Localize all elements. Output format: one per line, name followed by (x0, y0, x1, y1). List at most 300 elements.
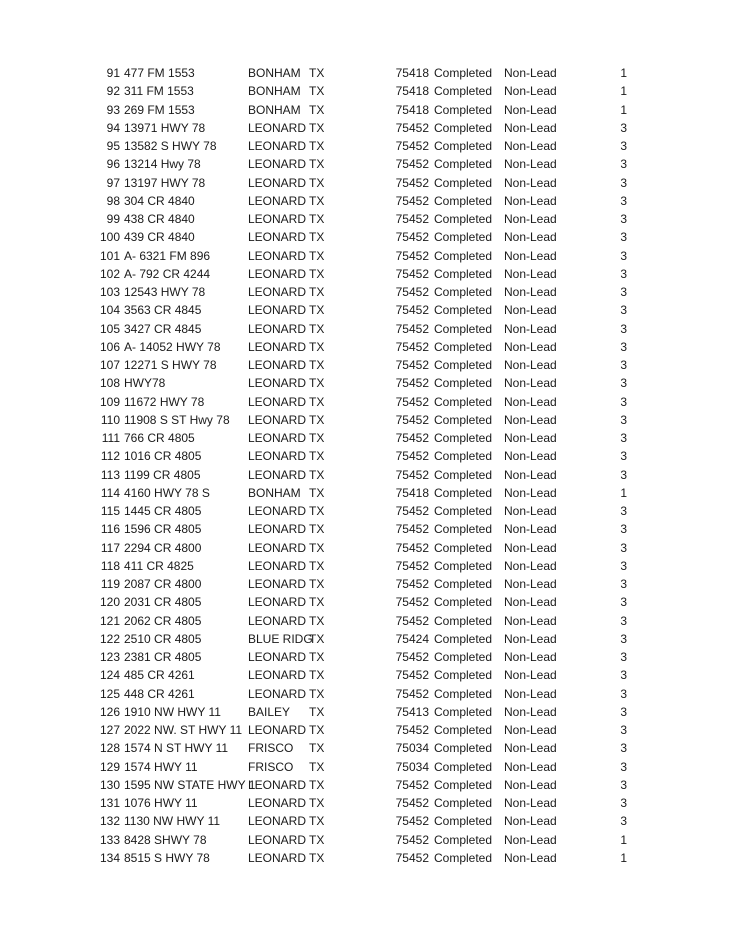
zip-cell: 75452 (395, 248, 429, 263)
state-cell: TX (309, 631, 325, 646)
address-cell: 11672 HWY 78 (124, 394, 205, 409)
zip-cell: 75452 (395, 412, 429, 427)
row-number: 110 (100, 412, 120, 427)
state-cell: TX (309, 120, 325, 135)
material-cell: Non-Lead (504, 850, 557, 865)
status-cell: Completed (434, 759, 493, 774)
table-row (0, 64, 730, 82)
row-number: 129 (99, 759, 120, 774)
zip-cell: 75418 (395, 485, 429, 500)
city-cell: LEONARD (248, 321, 307, 336)
status-cell: Completed (434, 686, 493, 701)
row-number: 134 (99, 850, 120, 865)
table-row (0, 539, 730, 557)
city-cell: LEONARD (248, 777, 307, 792)
address-cell: 13582 S HWY 78 (124, 139, 217, 153)
zip-cell: 75452 (395, 303, 429, 318)
city-cell: LEONARD (248, 796, 307, 810)
material-cell: Non-Lead (504, 741, 557, 756)
status-cell: Completed (434, 777, 493, 792)
code-cell: 3 (620, 358, 627, 372)
material-cell: Non-Lead (504, 504, 557, 518)
status-cell: Completed (434, 303, 493, 318)
table-row (0, 82, 730, 100)
state-cell: TX (309, 449, 325, 464)
address-cell: 304 CR 4840 (124, 193, 195, 208)
zip-cell: 75418 (395, 66, 429, 80)
status-cell: Completed (434, 84, 493, 99)
city-cell: LEONARD (248, 394, 307, 409)
table-row (0, 411, 730, 429)
material-cell: Non-Lead (504, 139, 557, 153)
status-cell: Completed (434, 212, 493, 226)
city-cell: LEONARD (248, 339, 307, 354)
row-number: 95 (106, 139, 120, 153)
address-cell: 1016 CR 4805 (124, 449, 202, 464)
state-cell: TX (309, 650, 325, 664)
state-cell: TX (309, 832, 325, 847)
state-cell: TX (309, 504, 325, 518)
row-number: 122 (99, 631, 120, 646)
material-cell: Non-Lead (504, 595, 557, 610)
state-cell: TX (309, 339, 325, 354)
code-cell: 3 (620, 212, 627, 226)
zip-cell: 75452 (395, 321, 429, 336)
code-cell: 3 (620, 376, 627, 391)
code-cell: 3 (620, 759, 627, 774)
state-cell: TX (309, 230, 325, 245)
code-cell: 1 (620, 102, 627, 117)
zip-cell: 75413 (395, 704, 429, 719)
zip-cell: 75452 (395, 668, 429, 683)
state-cell: TX (309, 193, 325, 208)
row-number: 96 (106, 157, 120, 172)
city-cell: BAILEY (248, 704, 291, 719)
material-cell: Non-Lead (504, 522, 557, 537)
city-cell: LEONARD (248, 449, 307, 464)
zip-cell: 75452 (395, 266, 429, 281)
row-number: 130 (99, 777, 120, 792)
table-row (0, 101, 730, 119)
row-number: 126 (99, 704, 120, 719)
material-cell: Non-Lead (504, 558, 557, 573)
zip-cell: 75452 (395, 358, 429, 372)
row-number: 125 (99, 686, 120, 701)
city-cell: LEONARD (248, 668, 307, 683)
material-cell: Non-Lead (504, 449, 557, 464)
table-row (0, 721, 730, 739)
zip-cell: 75452 (395, 175, 429, 190)
state-cell: TX (309, 139, 325, 153)
row-number: 132 (99, 814, 120, 829)
material-cell: Non-Lead (504, 796, 557, 810)
material-cell: Non-Lead (504, 66, 557, 80)
state-cell: TX (309, 66, 325, 80)
status-cell: Completed (434, 814, 493, 829)
row-number: 105 (99, 321, 120, 336)
material-cell: Non-Lead (504, 431, 557, 445)
state-cell: TX (309, 704, 325, 719)
zip-cell: 75418 (395, 102, 429, 117)
city-cell: LEONARD (248, 522, 307, 537)
address-cell: A- 14052 HWY 78 (124, 339, 221, 354)
code-cell: 3 (620, 339, 627, 354)
zip-cell: 75452 (395, 522, 429, 537)
status-cell: Completed (434, 631, 493, 646)
row-number: 109 (99, 394, 120, 409)
city-cell: LEONARD (248, 285, 307, 299)
table-row (0, 849, 730, 867)
state-cell: TX (309, 577, 325, 591)
status-cell: Completed (434, 485, 493, 500)
status-cell: Completed (434, 394, 493, 409)
code-cell: 1 (620, 832, 627, 847)
zip-cell: 75424 (395, 631, 429, 646)
code-cell: 3 (620, 266, 627, 281)
status-cell: Completed (434, 504, 493, 518)
table-row (0, 247, 730, 265)
status-cell: Completed (434, 558, 493, 573)
code-cell: 3 (620, 650, 627, 664)
status-cell: Completed (434, 120, 493, 135)
city-cell: BONHAM (248, 102, 301, 117)
code-cell: 3 (620, 193, 627, 208)
city-cell: LEONARD (248, 139, 307, 153)
address-cell: 269 FM 1553 (124, 102, 195, 117)
material-cell: Non-Lead (504, 84, 557, 99)
table-row (0, 630, 730, 648)
table-row (0, 228, 730, 246)
city-cell: LEONARD (248, 431, 307, 445)
code-cell: 3 (620, 285, 627, 299)
address-cell: 1445 CR 4805 (124, 504, 202, 518)
city-cell: BONHAM (248, 66, 301, 80)
state-cell: TX (309, 358, 325, 372)
address-cell: 1596 CR 4805 (124, 522, 202, 537)
code-cell: 3 (620, 431, 627, 445)
table-row (0, 210, 730, 228)
state-cell: TX (309, 777, 325, 792)
status-cell: Completed (434, 577, 493, 591)
row-number: 124 (99, 668, 120, 683)
address-cell: A- 6321 FM 896 (124, 248, 211, 263)
state-cell: TX (309, 540, 325, 555)
status-cell: Completed (434, 540, 493, 555)
status-cell: Completed (434, 467, 493, 482)
city-cell: LEONARD (248, 248, 307, 263)
material-cell: Non-Lead (504, 321, 557, 336)
city-cell: LEONARD (248, 850, 307, 865)
table-row (0, 685, 730, 703)
state-cell: TX (309, 595, 325, 610)
address-cell: 8515 S HWY 78 (124, 850, 210, 865)
address-cell: 2062 CR 4805 (124, 613, 202, 628)
row-number: 97 (106, 175, 120, 190)
row-number: 98 (106, 193, 120, 208)
state-cell: TX (309, 759, 325, 774)
city-cell: LEONARD (248, 157, 307, 172)
address-cell: 13971 HWY 78 (124, 120, 206, 135)
table-row (0, 794, 730, 812)
code-cell: 3 (620, 522, 627, 537)
status-cell: Completed (434, 850, 493, 865)
code-cell: 3 (620, 814, 627, 829)
address-cell: 2031 CR 4805 (124, 595, 202, 610)
table-row (0, 155, 730, 173)
zip-cell: 75452 (395, 285, 429, 299)
city-cell: LEONARD (248, 358, 307, 372)
status-cell: Completed (434, 449, 493, 464)
zip-cell: 75452 (395, 504, 429, 518)
row-number: 113 (100, 467, 120, 482)
code-cell: 3 (620, 613, 627, 628)
address-cell: 3427 CR 4845 (124, 321, 202, 336)
status-cell: Completed (434, 285, 493, 299)
row-number: 106 (99, 339, 120, 354)
row-number: 100 (99, 230, 120, 245)
row-number: 101 (99, 248, 120, 263)
state-cell: TX (309, 212, 325, 226)
zip-cell: 75452 (395, 595, 429, 610)
state-cell: TX (309, 157, 325, 172)
city-cell: BONHAM (248, 485, 301, 500)
address-cell: 766 CR 4805 (124, 431, 195, 445)
code-cell: 3 (620, 321, 627, 336)
city-cell: FRISCO (248, 759, 294, 774)
city-cell: FRISCO (248, 741, 294, 756)
status-cell: Completed (434, 193, 493, 208)
code-cell: 3 (620, 631, 627, 646)
material-cell: Non-Lead (504, 704, 557, 719)
row-number: 118 (100, 558, 120, 573)
row-number: 117 (100, 540, 120, 555)
city-cell: LEONARD (248, 723, 307, 737)
state-cell: TX (309, 84, 325, 99)
status-cell: Completed (434, 704, 493, 719)
state-cell: TX (309, 796, 325, 810)
row-number: 107 (99, 358, 120, 372)
address-cell: 4160 HWY 78 S (124, 485, 210, 500)
zip-cell: 75452 (395, 120, 429, 135)
row-number: 120 (99, 595, 120, 610)
material-cell: Non-Lead (504, 686, 557, 701)
material-cell: Non-Lead (504, 412, 557, 427)
status-cell: Completed (434, 248, 493, 263)
city-cell: LEONARD (248, 504, 307, 518)
material-cell: Non-Lead (504, 777, 557, 792)
city-cell: LEONARD (248, 595, 307, 610)
city-cell: LEONARD (248, 120, 307, 135)
code-cell: 3 (620, 157, 627, 172)
city-cell: LEONARD (248, 303, 307, 318)
material-cell: Non-Lead (504, 230, 557, 245)
status-cell: Completed (434, 339, 493, 354)
code-cell: 3 (620, 558, 627, 573)
material-cell: Non-Lead (504, 193, 557, 208)
row-number: 104 (99, 303, 120, 318)
row-number: 123 (99, 650, 120, 664)
city-cell: LEONARD (248, 540, 307, 555)
status-cell: Completed (434, 832, 493, 847)
zip-cell: 75452 (395, 613, 429, 628)
address-cell: 1574 HWY 11 (124, 759, 198, 774)
zip-cell: 75452 (395, 139, 429, 153)
table-row (0, 575, 730, 593)
table-row (0, 648, 730, 666)
table-row (0, 739, 730, 757)
status-cell: Completed (434, 650, 493, 664)
table-row (0, 812, 730, 830)
code-cell: 3 (620, 467, 627, 482)
status-cell: Completed (434, 613, 493, 628)
table-row (0, 338, 730, 356)
state-cell: TX (309, 175, 325, 190)
code-cell: 3 (620, 449, 627, 464)
address-cell: 1130 NW HWY 11 (124, 814, 221, 829)
status-cell: Completed (434, 412, 493, 427)
table-row (0, 192, 730, 210)
table-row (0, 265, 730, 283)
zip-cell: 75034 (395, 741, 429, 756)
status-cell: Completed (434, 376, 493, 391)
address-cell: 477 FM 1553 (124, 66, 195, 80)
service-line-table (0, 64, 730, 867)
city-cell: LEONARD (248, 175, 307, 190)
material-cell: Non-Lead (504, 376, 557, 391)
table-row (0, 119, 730, 137)
city-cell: LEONARD (248, 558, 307, 573)
code-cell: 3 (620, 704, 627, 719)
state-cell: TX (309, 558, 325, 573)
city-cell: LEONARD (248, 650, 307, 664)
row-number: 127 (99, 723, 120, 737)
code-cell: 3 (620, 412, 627, 427)
state-cell: TX (309, 522, 325, 537)
status-cell: Completed (434, 522, 493, 537)
row-number: 114 (100, 485, 120, 500)
state-cell: TX (309, 376, 325, 391)
state-cell: TX (309, 266, 325, 281)
status-cell: Completed (434, 741, 493, 756)
code-cell: 1 (620, 485, 627, 500)
code-cell: 1 (620, 84, 627, 99)
status-cell: Completed (434, 431, 493, 445)
material-cell: Non-Lead (504, 212, 557, 226)
code-cell: 3 (620, 175, 627, 190)
city-cell: LEONARD (248, 686, 307, 701)
code-cell: 3 (620, 248, 627, 263)
zip-cell: 75452 (395, 212, 429, 226)
state-cell: TX (309, 394, 325, 409)
table-row (0, 758, 730, 776)
state-cell: TX (309, 814, 325, 829)
material-cell: Non-Lead (504, 358, 557, 372)
row-number: 111 (101, 431, 120, 445)
state-cell: TX (309, 850, 325, 865)
row-number: 119 (100, 577, 120, 591)
status-cell: Completed (434, 66, 493, 80)
address-cell: 1199 CR 4805 (124, 467, 201, 482)
code-cell: 3 (620, 686, 627, 701)
address-cell: 1910 NW HWY 11 (124, 704, 221, 719)
address-cell: HWY78 (124, 376, 166, 391)
code-cell: 3 (620, 741, 627, 756)
status-cell: Completed (434, 139, 493, 153)
table-row (0, 666, 730, 684)
state-cell: TX (309, 412, 325, 427)
row-number: 121 (99, 613, 120, 628)
code-cell: 3 (620, 777, 627, 792)
table-row (0, 520, 730, 538)
address-cell: 2087 CR 4800 (124, 577, 202, 591)
material-cell: Non-Lead (504, 285, 557, 299)
material-cell: Non-Lead (504, 650, 557, 664)
city-cell: LEONARD (248, 212, 307, 226)
status-cell: Completed (434, 230, 493, 245)
row-number: 94 (106, 120, 120, 135)
zip-cell: 75452 (395, 193, 429, 208)
table-row (0, 429, 730, 447)
address-cell: 2381 CR 4805 (124, 650, 202, 664)
zip-cell: 75452 (395, 723, 429, 737)
city-cell: BONHAM (248, 84, 301, 99)
code-cell: 3 (620, 230, 627, 245)
table-row (0, 356, 730, 374)
address-cell: 1076 HWY 11 (124, 796, 198, 810)
address-cell: 2510 CR 4805 (124, 631, 202, 646)
address-cell: 12271 S HWY 78 (124, 358, 217, 372)
status-cell: Completed (434, 175, 493, 190)
address-cell: A- 792 CR 4244 (124, 266, 211, 281)
state-cell: TX (309, 686, 325, 701)
status-cell: Completed (434, 668, 493, 683)
table-row (0, 320, 730, 338)
zip-cell: 75452 (395, 467, 429, 482)
city-cell: LEONARD (248, 814, 307, 829)
row-number: 102 (99, 266, 120, 281)
zip-cell: 75452 (395, 431, 429, 445)
material-cell: Non-Lead (504, 394, 557, 409)
address-cell: 411 CR 4825 (124, 558, 194, 573)
address-cell: 1574 N ST HWY 11 (124, 741, 229, 756)
code-cell: 3 (620, 504, 627, 518)
state-cell: TX (309, 485, 325, 500)
city-cell: LEONARD (248, 467, 307, 482)
material-cell: Non-Lead (504, 832, 557, 847)
zip-cell: 75452 (395, 850, 429, 865)
material-cell: Non-Lead (504, 266, 557, 281)
table-row (0, 301, 730, 319)
material-cell: Non-Lead (504, 668, 557, 683)
zip-cell: 75034 (395, 759, 429, 774)
zip-cell: 75452 (395, 686, 429, 701)
table-row (0, 831, 730, 849)
state-cell: TX (309, 248, 325, 263)
row-number: 108 (99, 376, 120, 391)
state-cell: TX (309, 668, 325, 683)
address-cell: 2022 NW. ST HWY 11 (124, 723, 243, 737)
code-cell: 3 (620, 120, 627, 135)
city-cell: LEONARD (248, 613, 307, 628)
material-cell: Non-Lead (504, 120, 557, 135)
material-cell: Non-Lead (504, 485, 557, 500)
table-row (0, 612, 730, 630)
address-cell: 13214 Hwy 78 (124, 157, 201, 172)
city-cell: LEONARD (248, 193, 307, 208)
address-cell: 311 FM 1553 (124, 84, 194, 99)
material-cell: Non-Lead (504, 303, 557, 318)
status-cell: Completed (434, 796, 493, 810)
